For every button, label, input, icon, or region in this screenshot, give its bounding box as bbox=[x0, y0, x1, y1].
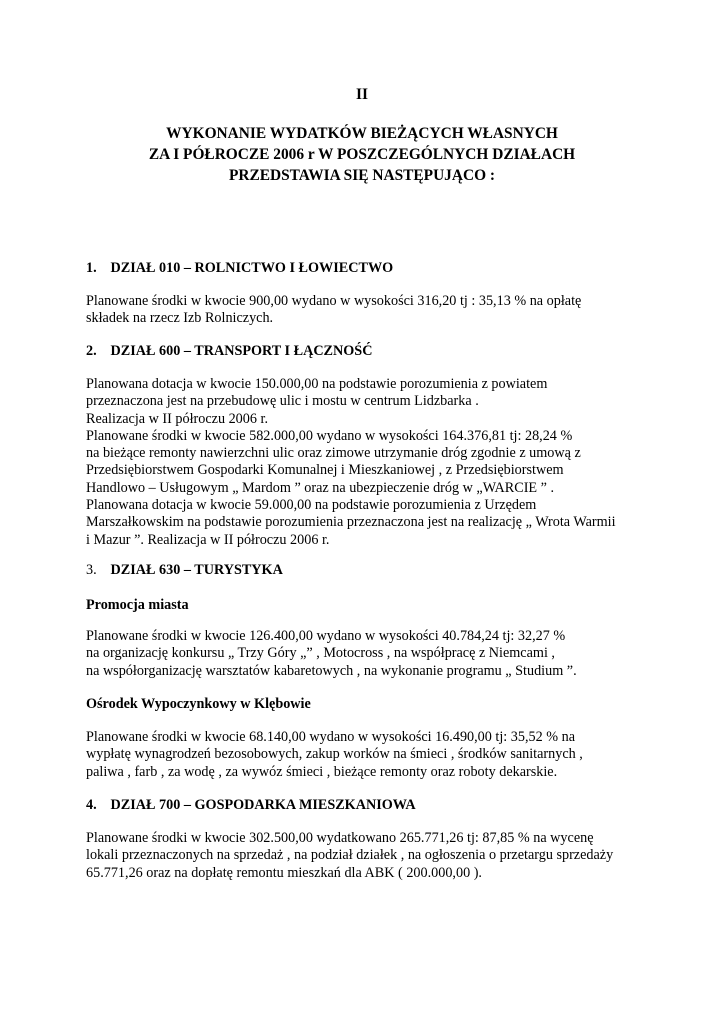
section-heading-2 bbox=[86, 343, 372, 360]
paragraph-line: paliwa , farb , za wodę , za wywóz śmieci , bieżące remonty oraz roboty dekarskie. bbox=[86, 763, 558, 780]
section-number: 4. bbox=[86, 797, 97, 813]
section-number: 2. bbox=[86, 343, 97, 359]
document-title-line-3: PRZEDSTAWIA SIĘ NASTĘPUJĄCO : bbox=[228, 167, 496, 184]
subsection-osrodek-paragraph bbox=[86, 729, 686, 781]
section-heading-4 bbox=[86, 797, 416, 814]
paragraph-line: Planowane środki w kwocie 900,00 wydano w wysokości 316,20 tj : 35,13 % na opłatę bbox=[86, 293, 582, 309]
section-4-paragraph bbox=[86, 830, 686, 882]
paragraph-line: przeznaczona jest na przebudowę ulic i mostu w centrum Lidzbarka . bbox=[86, 393, 479, 410]
document-title-line-2: ZA I PÓŁROCZE 2006 r W POSZCZEGÓLNYCH DZIAŁACH bbox=[148, 146, 576, 163]
paragraph-line: na współorganizację warsztatów kabaretowych , na wykonanie programu „ Studium ”. bbox=[86, 662, 577, 679]
subsection-title-osrodek: Ośrodek Wypoczynkowy w Klębowie bbox=[86, 696, 311, 712]
section-number: 1. bbox=[86, 260, 97, 276]
paragraph-line: Planowane środki w kwocie 582.000,00 wydano w wysokości 164.376,81 tj: 28,24 % bbox=[86, 427, 573, 444]
paragraph-line: na bieżące remonty nawierzchni ulic oraz zimowe utrzymanie dróg zgodnie z umową z bbox=[86, 445, 581, 462]
paragraph-line: 65.771,26 oraz na dopłatę remontu mieszkań dla ABK ( 200.000,00 ). bbox=[86, 864, 482, 881]
subsection-title-promocja: Promocja miasta bbox=[86, 597, 189, 613]
section-title: DZIAŁ 010 – ROLNICTWO I ŁOWIECTWO bbox=[110, 260, 394, 276]
paragraph-line: wypłatę wynagrodzeń bezosobowych, zakup worków na śmieci , środków sanitarnych , bbox=[86, 746, 583, 763]
subsection-promocja-paragraph bbox=[86, 628, 686, 680]
paragraph-line: Planowane środki w kwocie 302.500,00 wydatkowano 265.771,26 tj: 87,85 % na wycenę bbox=[86, 830, 594, 846]
paragraph-line: składek na rzecz Izb Rolniczych. bbox=[86, 310, 274, 327]
paragraph-line: Przedsiębiorstwem Gospodarki Komunalnej i Mieszkaniowej , z Przedsiębiorstwem bbox=[86, 462, 564, 479]
paragraph-line: Marszałkowskim na podstawie porozumienia przeznaczona jest na realizację „ Wrota Warmii bbox=[86, 514, 616, 531]
paragraph-line: Realizacja w II półroczu 2006 r. bbox=[86, 410, 268, 427]
chapter-number: II bbox=[356, 86, 368, 103]
paragraph-line: Planowana dotacja w kwocie 150.000,00 na podstawie porozumienia z powiatem bbox=[86, 376, 548, 392]
section-title: DZIAŁ 600 – TRANSPORT I ŁĄCZNOŚĆ bbox=[110, 343, 373, 359]
section-1-paragraph bbox=[86, 293, 686, 328]
paragraph-line: lokali przeznaczonych na sprzedaż , na podział działek , na ogłoszenia o przetargu sprzedaży bbox=[86, 847, 614, 864]
document-title-line-1: WYKONANIE WYDATKÓW BIEŻĄCYCH WŁASNYCH bbox=[166, 125, 558, 142]
paragraph-line: i Mazur ”. Realizacja w II półroczu 2006 r. bbox=[86, 531, 330, 548]
section-title: DZIAŁ 630 – TURYSTYKA bbox=[110, 562, 283, 578]
paragraph-line: Planowane środki w kwocie 126.400,00 wydano w wysokości 40.784,24 tj: 32,27 % bbox=[86, 628, 566, 644]
section-heading-3 bbox=[86, 562, 283, 579]
section-heading-1 bbox=[86, 260, 393, 277]
paragraph-line: na organizację konkursu „ Trzy Góry „” , Motocross , na współpracę z Niemcami , bbox=[86, 645, 555, 662]
section-title: DZIAŁ 700 – GOSPODARKA MIESZKANIOWA bbox=[110, 797, 416, 813]
section-2-paragraph bbox=[86, 376, 686, 549]
paragraph-line: Handlowo – Usługowym „ Mardom ” oraz na ubezpieczenie dróg w „WARCIE ” . bbox=[86, 479, 555, 496]
paragraph-line: Planowane środki w kwocie 68.140,00 wydano w wysokości 16.490,00 tj: 35,52 % na bbox=[86, 729, 576, 745]
paragraph-line: Planowana dotacja w kwocie 59.000,00 na podstawie porozumienia z Urzędem bbox=[86, 497, 537, 514]
section-number: 3. bbox=[86, 562, 97, 578]
